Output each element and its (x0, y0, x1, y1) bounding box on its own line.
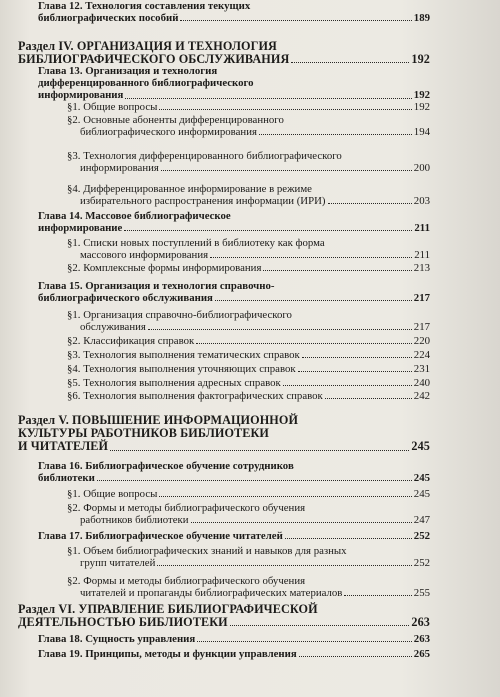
page-number: 211 (414, 222, 430, 235)
toc-entry-text: §6. Технология выполнения фактографических справок (67, 390, 323, 402)
toc-entry-line (67, 321, 430, 333)
page-number: 247 (413, 514, 430, 527)
toc-entry-text: КУЛЬТУРЫ РАБОТНИКОВ БИБЛИОТЕКИ (18, 426, 270, 441)
page-number: 240 (413, 377, 430, 389)
page-number: 242 (413, 390, 430, 402)
page-number: 213 (413, 262, 430, 274)
page-number: 200 (413, 162, 430, 175)
toc-chapter (18, 648, 430, 660)
toc-paragraph (18, 114, 430, 138)
dot-leader (302, 357, 412, 358)
toc-entry-line (18, 616, 430, 629)
page-number: 192 (413, 89, 430, 102)
dot-leader (283, 385, 412, 386)
dot-leader (230, 625, 410, 626)
dot-leader (148, 329, 412, 330)
page-number: 263 (413, 633, 430, 645)
page-number: 192 (411, 52, 430, 67)
dot-leader (215, 300, 412, 301)
toc-chapter (18, 210, 430, 234)
toc-paragraph (18, 575, 430, 599)
toc-paragraph (18, 309, 430, 333)
toc-entry-text: И ЧИТАТЕЛЕЙ (18, 439, 109, 454)
toc-entry-line (38, 648, 430, 660)
dot-leader (180, 20, 411, 21)
toc-entry-line (67, 488, 430, 500)
toc-entry-line (38, 472, 430, 484)
toc-paragraph (18, 545, 430, 569)
dot-leader (191, 522, 412, 523)
toc-chapter (18, 460, 430, 484)
page-number: 203 (413, 195, 430, 208)
page-number: 220 (413, 335, 430, 347)
toc-paragraph (18, 377, 430, 389)
toc-chapter (18, 633, 430, 645)
toc-entry-text: §5. Технология выполнения адресных справок (67, 377, 281, 389)
dot-leader (196, 343, 412, 344)
dot-leader (197, 641, 412, 642)
toc-paragraph (18, 502, 430, 526)
toc-entry-text: читателей и пропаганды библиографических материалов (80, 587, 343, 600)
toc-entry-text: §1. Организация справочно-библиографического (67, 309, 292, 321)
toc-entry-text: БИБЛИОГРАФИЧЕСКОГО ОБСЛУЖИВАНИЯ (18, 52, 290, 67)
toc-entry-text: Глава 16. Библиографическое обучение сотрудников (38, 460, 294, 472)
page-number: 245 (411, 439, 430, 454)
dot-leader (344, 595, 411, 596)
dot-leader (259, 134, 412, 135)
toc-entry-text: Глава 12. Технология составления текущих (38, 0, 251, 12)
toc-entry-text: §4. Технология выполнения уточняющих справок (67, 363, 296, 375)
toc-entry-line (67, 335, 430, 347)
toc-paragraph (18, 335, 430, 347)
page-number: 217 (413, 321, 430, 334)
toc-entry-line (67, 349, 430, 361)
page-number: 252 (413, 530, 430, 542)
toc-chapter (18, 65, 430, 102)
dot-leader (157, 565, 411, 566)
toc-entry-text: работников библиотеки (80, 514, 189, 527)
page-number: 231 (413, 363, 430, 375)
dot-leader (325, 398, 412, 399)
toc-section (18, 414, 430, 454)
toc-paragraph (18, 101, 430, 113)
toc-entry-line (67, 390, 430, 402)
toc-entry-text: Глава 18. Сущность управления (38, 633, 196, 645)
toc-entry-text: Раздел VI. УПРАВЛЕНИЕ БИБЛИОГРАФИЧЕСКОЙ (18, 602, 318, 616)
page-number: 252 (413, 557, 430, 570)
toc-entry-text: §2. Формы и методы библиографического обучения (67, 502, 306, 514)
toc-entry-line (67, 557, 430, 569)
toc-entry-text: §1. Списки новых поступлений в библиотеку как форма (67, 237, 325, 249)
toc-entry-text: Раздел IV. ОРГАНИЗАЦИЯ И ТЕХНОЛОГИЯ (18, 39, 277, 53)
toc-entry-text: Раздел V. ПОВЫШЕНИЕ ИНФОРМАЦИОННОЙ (18, 413, 299, 427)
page-number: 245 (413, 488, 430, 500)
toc-entry-line (38, 222, 430, 234)
toc-entry-text: §2. Классификация справок (67, 335, 195, 347)
page-number: 189 (413, 12, 430, 25)
toc-paragraph (18, 150, 430, 174)
toc-entry-text: §2. Основные абоненты дифференцированного (67, 114, 284, 126)
toc-entry-text: §1. Общие вопросы (67, 488, 158, 500)
toc-entry-text: информирования (80, 162, 159, 175)
toc-entry-text: §2. Формы и методы библиографического обучения (67, 575, 306, 587)
page-number: 194 (413, 126, 430, 139)
toc-entry-line (38, 89, 430, 101)
toc-entry-text: информирование (38, 222, 123, 235)
page-number: 265 (413, 648, 430, 660)
toc-paragraph (18, 488, 430, 500)
toc-entry-line (67, 195, 430, 207)
toc-entry-text: Глава 13. Организация и технология (38, 65, 218, 77)
toc-entry-text: Глава 14. Массовое библиографическое (38, 210, 231, 222)
toc-entry-line (38, 633, 430, 645)
toc-paragraph (18, 390, 430, 402)
dot-leader (159, 109, 411, 110)
page-number: 211 (414, 249, 430, 262)
toc-entry-text: дифференцированного библиографического (38, 77, 254, 90)
toc-section (18, 603, 430, 629)
toc-entry-text: библиотеки (38, 472, 95, 485)
page-number: 263 (411, 615, 430, 630)
toc-entry-text: массового информирования (80, 249, 209, 262)
dot-leader (159, 496, 411, 497)
dot-leader (125, 98, 411, 99)
toc-entry-text: библиографических пособий (38, 12, 179, 25)
toc-entry-text: §2. Комплексные формы информирования (67, 262, 262, 274)
toc-paragraph (18, 349, 430, 361)
toc-entry-text: избирательного распространения информации (ИРИ) (80, 195, 326, 208)
toc-entry-line (67, 249, 430, 261)
dot-leader (124, 230, 412, 231)
toc-entry-text: информирования (38, 89, 124, 102)
page-number: 245 (413, 472, 430, 485)
toc-entry-text: обслуживания (80, 321, 146, 334)
page-number: 217 (413, 292, 430, 305)
dot-leader (298, 371, 412, 372)
toc-entry-text: Глава 17. Библиографическое обучение читателей (38, 530, 283, 542)
toc-entry-line (67, 262, 430, 274)
toc-entry-line (67, 514, 430, 526)
dot-leader (97, 480, 412, 481)
toc-entry-line (18, 440, 430, 453)
page-number: 224 (413, 349, 430, 361)
toc-entry-line (67, 363, 430, 375)
dot-leader (299, 656, 412, 657)
toc-entry-text: Глава 19. Принципы, методы и функции управления (38, 648, 297, 660)
toc-chapter (18, 280, 430, 304)
toc-entry-line (67, 101, 430, 113)
toc-entry-text: групп читателей (80, 557, 156, 570)
toc-paragraph (18, 183, 430, 207)
toc-entry-text: Глава 15. Организация и технология справочно- (38, 280, 275, 292)
dot-leader (161, 170, 412, 171)
toc-entry-text: §3. Технология дифференцированного библиографического (67, 150, 342, 162)
toc-chapter (18, 0, 430, 24)
toc-entry-line (67, 126, 430, 138)
toc-entry-text: библиографического обслуживания (38, 292, 213, 305)
toc-section (18, 40, 430, 66)
toc-entry-text: §3. Технология выполнения тематических справок (67, 349, 300, 361)
toc-entry-text: ДЕЯТЕЛЬНОСТЬЮ БИБЛИОТЕКИ (18, 615, 228, 630)
dot-leader (110, 450, 409, 451)
toc-chapter (18, 530, 430, 542)
toc-paragraph (18, 262, 430, 274)
page-number: 192 (413, 101, 430, 113)
toc-entry-text: §4. Дифференцированное информирование в режиме (67, 183, 312, 195)
toc-entry-text: §1. Объем библиографических знаний и навыков для разных (67, 545, 347, 557)
toc-entry-line (67, 377, 430, 389)
toc-paragraph (18, 237, 430, 261)
dot-leader (263, 270, 411, 271)
dot-leader (291, 62, 409, 63)
toc-entry-text: библиографического информирования (80, 126, 257, 139)
facing-page-bleed (438, 0, 500, 697)
page-number: 255 (413, 587, 430, 600)
toc-entry-line (38, 292, 430, 304)
toc-entry-line (38, 12, 430, 24)
toc-entry-line (38, 530, 430, 542)
toc-entry-text: §1. Общие вопросы (67, 101, 158, 113)
dot-leader (328, 203, 412, 204)
toc-entry-line (67, 162, 430, 174)
dot-leader (285, 538, 412, 539)
toc-paragraph (18, 363, 430, 375)
toc-entry-line (67, 587, 430, 599)
dot-leader (210, 257, 412, 258)
